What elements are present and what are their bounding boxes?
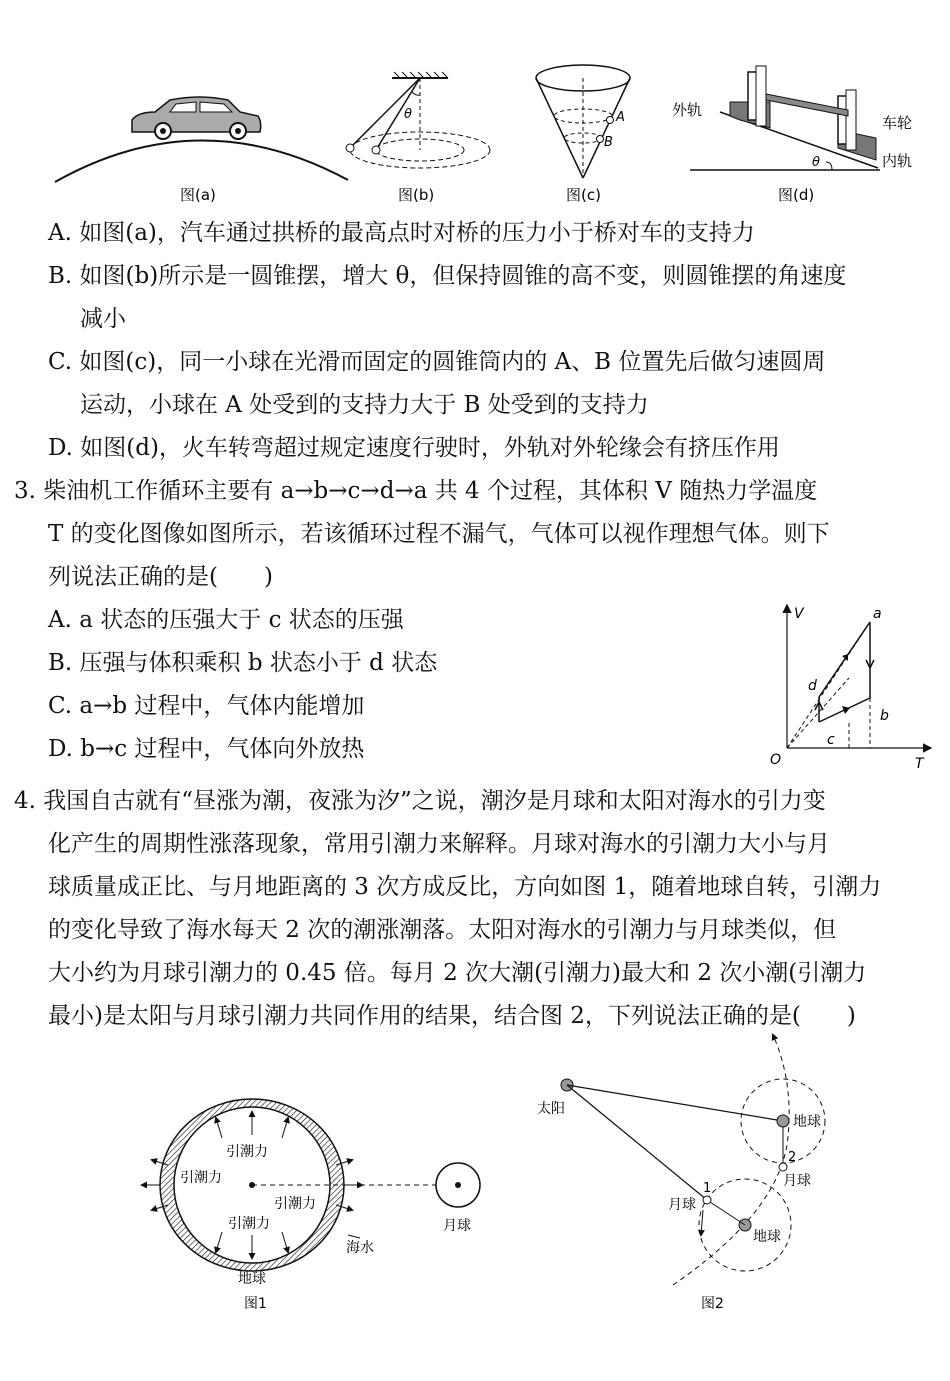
- figure-a-car-bridge: [55, 97, 348, 182]
- figure-2-moon-bottom: 月球: [668, 1197, 696, 1213]
- q3-axis-t: T: [915, 756, 924, 772]
- q3-point-a: a: [873, 606, 882, 622]
- figure-2-earth-bottom: 地球: [753, 1229, 781, 1245]
- figure-1-force-right: 引潮力: [274, 1196, 316, 1212]
- q2-option-d: D. 如图(d)，火车转弯超过规定速度行驶时，外轨对外轮缘会有挤压作用: [48, 435, 780, 461]
- q2-option-b-line1: B. 如图(b)所示是一圆锥摆，增大 θ，但保持圆锥的高不变，则圆锥摆的角速度: [48, 263, 847, 289]
- figure-1-force-top: 引潮力: [226, 1144, 268, 1160]
- q3-option-b: B. 压强与体积乘积 b 状态小于 d 状态: [48, 650, 438, 676]
- figure-a-caption: 图(a): [180, 186, 216, 204]
- figure-d-inner-rail: 内轨: [882, 152, 913, 170]
- q3-origin: O: [770, 752, 782, 768]
- figure-b-theta: θ: [404, 107, 412, 122]
- top-figures: [0, 0, 950, 215]
- figure-2-point-2: 2: [788, 1150, 797, 1165]
- figure-1-moon-label: 月球: [443, 1218, 471, 1234]
- q4-stem-line1: 4. 我国自古就有“昼涨为潮，夜涨为汐”之说，潮汐是月球和太阳对海水的引力变: [14, 788, 826, 814]
- q3-option-c: C. a→b 过程中，气体内能增加: [48, 693, 365, 719]
- q3-option-a: A. a 状态的压强大于 c 状态的压强: [48, 607, 404, 633]
- figure-2-caption: 图2: [701, 1296, 724, 1312]
- figure-b-conical-pendulum: [346, 72, 490, 168]
- figure-2-sun-label: 太阳: [537, 1101, 565, 1117]
- figure-d-outer-rail: 外轨: [672, 101, 703, 119]
- figure-1-force-bottom: 引潮力: [228, 1216, 270, 1232]
- figure-1-sea-label: 海水: [346, 1240, 374, 1256]
- q4-stem-line3: 球质量成正比、与月地距离的 3 次方成反比，方向如图 1，随着地球自转，引潮力: [48, 874, 882, 900]
- q4-stem-line2: 化产生的周期性涨落现象，常用引潮力来解释。月球对海水的引潮力大小与月: [48, 831, 830, 857]
- figure-1-force-left: 引潮力: [180, 1170, 222, 1186]
- q3-option-d: D. b→c 过程中，气体向外放热: [48, 736, 365, 762]
- figure-1-tidal-force: [130, 1090, 510, 1315]
- figure-2-earth-top: 地球: [793, 1114, 821, 1130]
- figure-1-caption: 图1: [244, 1296, 267, 1312]
- figure-b-caption: 图(b): [398, 186, 435, 204]
- q2-option-a: A. 如图(a)，汽车通过拱桥的最高点时对桥的压力小于桥对车的支持力: [48, 220, 755, 246]
- figure-d-caption: 图(d): [778, 186, 815, 204]
- q3-point-d: d: [808, 678, 817, 694]
- q2-option-b-line2: 减小: [80, 306, 126, 332]
- q4-stem-line4: 的变化导致了海水每天 2 次的潮涨潮落。太阳对海水的引潮力与月球类似，但: [48, 917, 837, 943]
- figure-1-earth-label: 地球: [238, 1271, 266, 1287]
- q4-stem-line6: 最小)是太阳与月球引潮力共同作用的结果，结合图 2，下列说法正确的是( ): [48, 1003, 856, 1029]
- q4-stem-line5: 大小约为月球引潮力的 0.45 倍。每月 2 次大潮(引潮力)最大和 2 次小潮(引潮力: [48, 960, 867, 986]
- q3-stem-line3: 列说法正确的是( ): [48, 564, 273, 590]
- figure-2-moon-top: 月球: [783, 1173, 811, 1189]
- figure-d-theta: θ: [812, 155, 820, 170]
- q3-axis-v: V: [794, 606, 804, 622]
- figure-2-sun-earth-moon: [525, 1025, 845, 1315]
- figure-c-label-b: B: [604, 135, 613, 150]
- q2-option-c-line2: 运动，小球在 A 处受到的支持力大于 B 处受到的支持力: [80, 392, 649, 418]
- q3-process-d-a: [819, 622, 870, 697]
- figure-2-point-1: 1: [703, 1181, 712, 1196]
- figure-c-caption: 图(c): [566, 186, 601, 204]
- figure-d-wheel: 车轮: [882, 114, 913, 132]
- figure-d-rails: [690, 66, 880, 170]
- q3-vt-graph: [760, 598, 935, 773]
- q3-point-b: b: [880, 708, 889, 724]
- figure-c-label-a: A: [616, 110, 625, 125]
- q3-stem-line1: 3. 柴油机工作循环主要有 a→b→c→d→a 共 4 个过程，其体积 V 随热力学温度: [14, 478, 818, 504]
- q2-option-c-line1: C. 如图(c)，同一小球在光滑而固定的圆锥筒内的 A、B 位置先后做匀速圆周: [48, 349, 826, 375]
- q3-stem-line2: T 的变化图像如图所示，若该循环过程不漏气，气体可以视作理想气体。则下: [48, 521, 830, 547]
- q3-point-c: c: [827, 732, 835, 748]
